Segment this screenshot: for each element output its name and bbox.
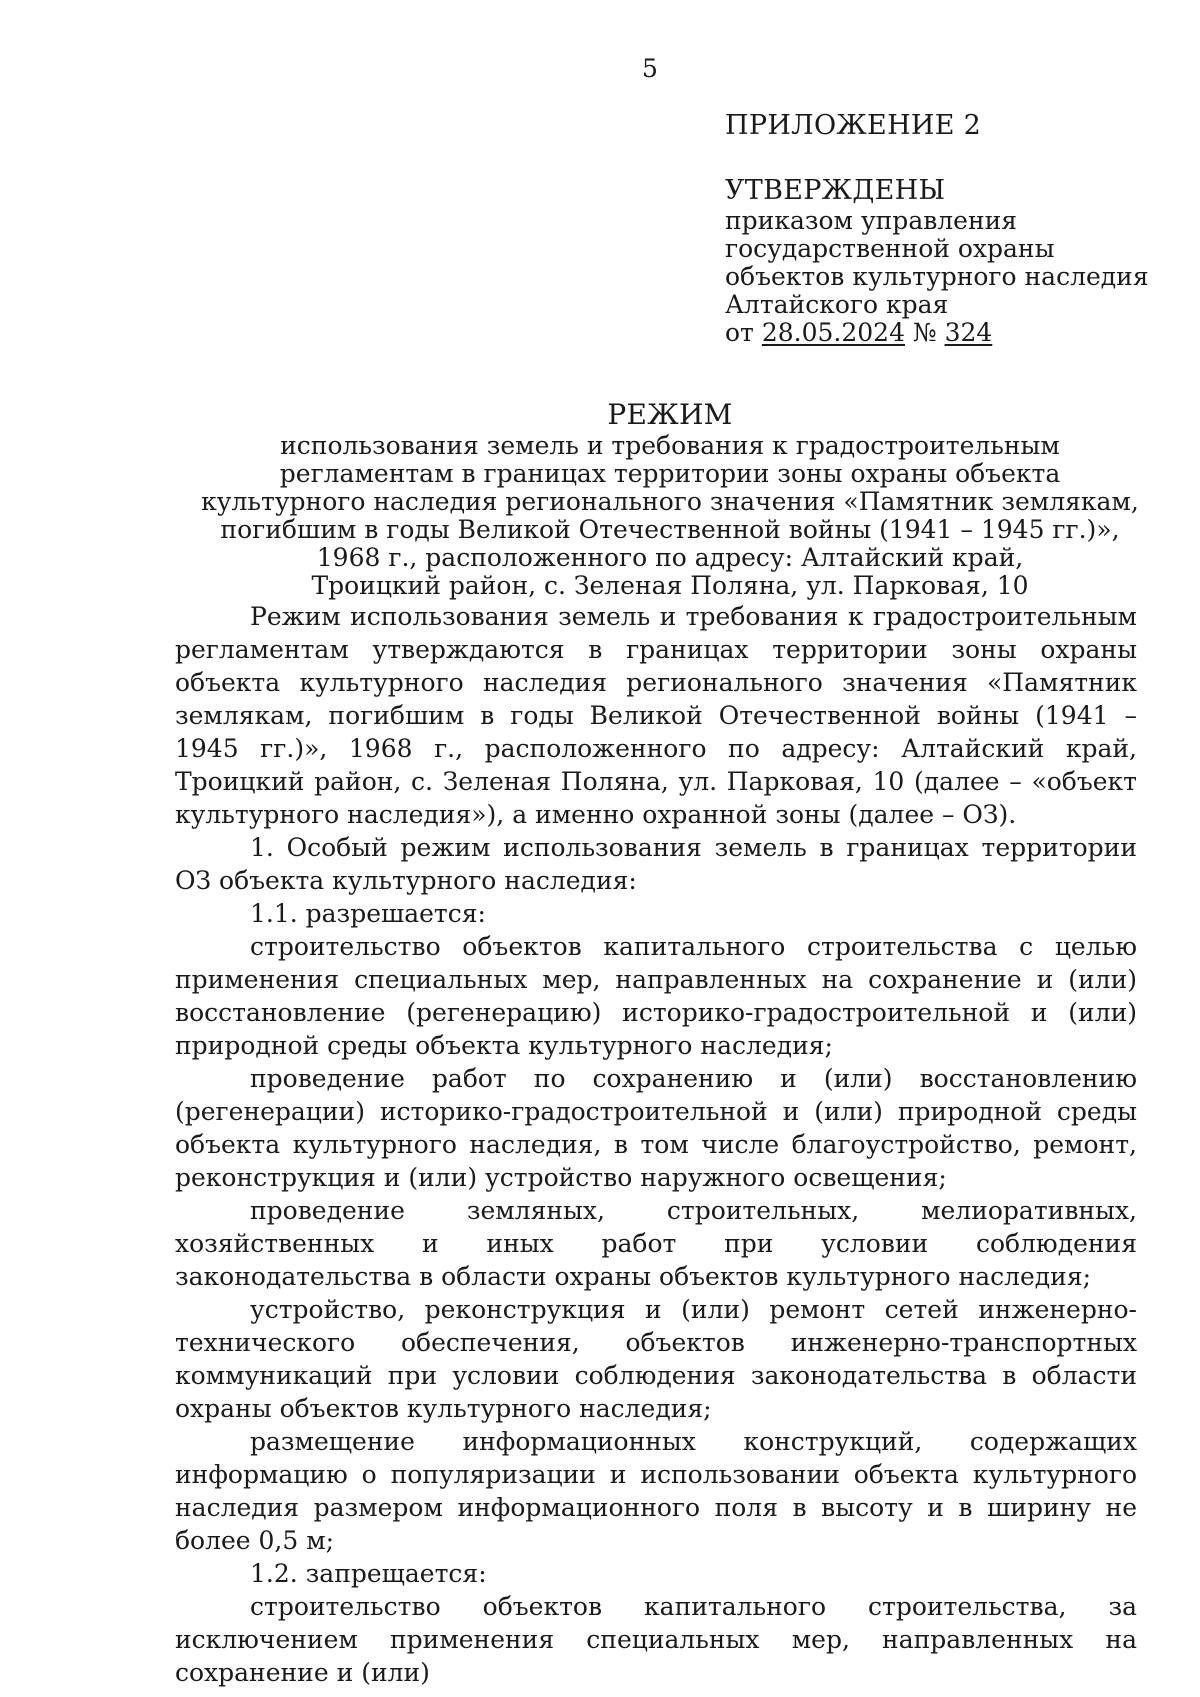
approval-line: государственной охраны <box>725 234 1055 263</box>
title-line: регламентам в границах территории зоны охраны объекта <box>279 459 1061 488</box>
title-line: 1968 г., расположенного по адресу: Алтайский край, <box>316 543 1024 572</box>
paragraph-allowed-item: устройство, реконструкция и (или) ремонт сетей инженерно-технического обеспечения, объектов инженерно-транспортных коммуникаций при условии соблюдения законодательства в области охраны объектов культурного наследия; <box>175 1295 1137 1423</box>
paragraph-1-1-heading: 1.1. разрешается: <box>250 899 486 928</box>
approved-heading: УТВЕРЖДЕНЫ <box>725 175 946 206</box>
paragraph-allowed-item: размещение информационных конструкций, содержащих информацию о популяризации и использовании объекта культурного наследия размером информационного поля в высоту и в ширину не более 0,5 м; <box>175 1427 1137 1555</box>
document-title <box>130 398 1200 600</box>
title-line: использования земель и требования к градостроительным <box>280 431 1060 460</box>
order-date: 28.05.2024 <box>761 318 905 347</box>
title-heading: РЕЖИМ <box>607 398 733 431</box>
title-line: культурного наследия регионального значения «Памятник землякам, <box>201 487 1139 516</box>
order-number: 324 <box>944 318 993 347</box>
title-line: Троицкий район, с. Зеленая Поляна, ул. Парковая, 10 <box>311 571 1029 600</box>
paragraph-forbidden-item: строительство объектов капитального строительства, за исключением применения специальных мер, направленных на сохранение и (или) <box>175 1592 1137 1687</box>
paragraph-section-1: 1. Особый режим использования земель в границах территории ОЗ объекта культурного наследия: <box>175 833 1137 895</box>
approval-line: Алтайского края <box>725 290 949 319</box>
paragraph-allowed-item: проведение работ по сохранению и (или) восстановлению (регенерации) историко-градостроительной и (или) природной среды объекта культурного наследия, в том числе благоустройство, ремонт, реконструкция и (или) устройство наружного освещения; <box>175 1064 1137 1192</box>
title-line: погибшим в годы Великой Отечественной войны (1941 – 1945 гг.)», <box>220 515 1120 544</box>
approval-block <box>725 175 1149 347</box>
paragraph-allowed-item: строительство объектов капитального строительства с целью применения специальных мер, направленных на сохранение и (или) восстановление (регенерацию) историко-градостроительной и (или) природной среды объекта культурного наследия; <box>175 932 1137 1060</box>
order-date-line <box>725 319 1149 347</box>
body-text <box>175 600 1137 1689</box>
annex-title: ПРИЛОЖЕНИЕ 2 <box>725 110 982 141</box>
paragraph-allowed-item: проведение земляных, строительных, мелиоративных, хозяйственных и иных работ при условии соблюдения законодательства в области охраны объектов культурного наследия; <box>175 1196 1137 1291</box>
approval-line: приказом управления <box>725 206 1018 235</box>
date-prefix: от <box>725 318 754 347</box>
page-number: 5 <box>642 54 658 83</box>
approval-line: объектов культурного наследия <box>725 262 1149 291</box>
paragraph-intro: Режим использования земель и требования к градостроительным регламентам утверждаются в границах территории зоны охраны объекта культурного наследия регионального значения «Памятник землякам, погибшим в годы Великой Отечественной войны (1941 – 1945 гг.)», 1968 г., расположенного по адресу: Алтайский край, Троицкий район, с. Зеленая Поляна, ул. Парковая, 10 (далее – «объект культурного наследия»), а именно охранной зоны (далее – ОЗ). <box>175 602 1137 829</box>
number-sign: № <box>912 318 937 347</box>
paragraph-1-2-heading: 1.2. запрещается: <box>250 1559 487 1588</box>
